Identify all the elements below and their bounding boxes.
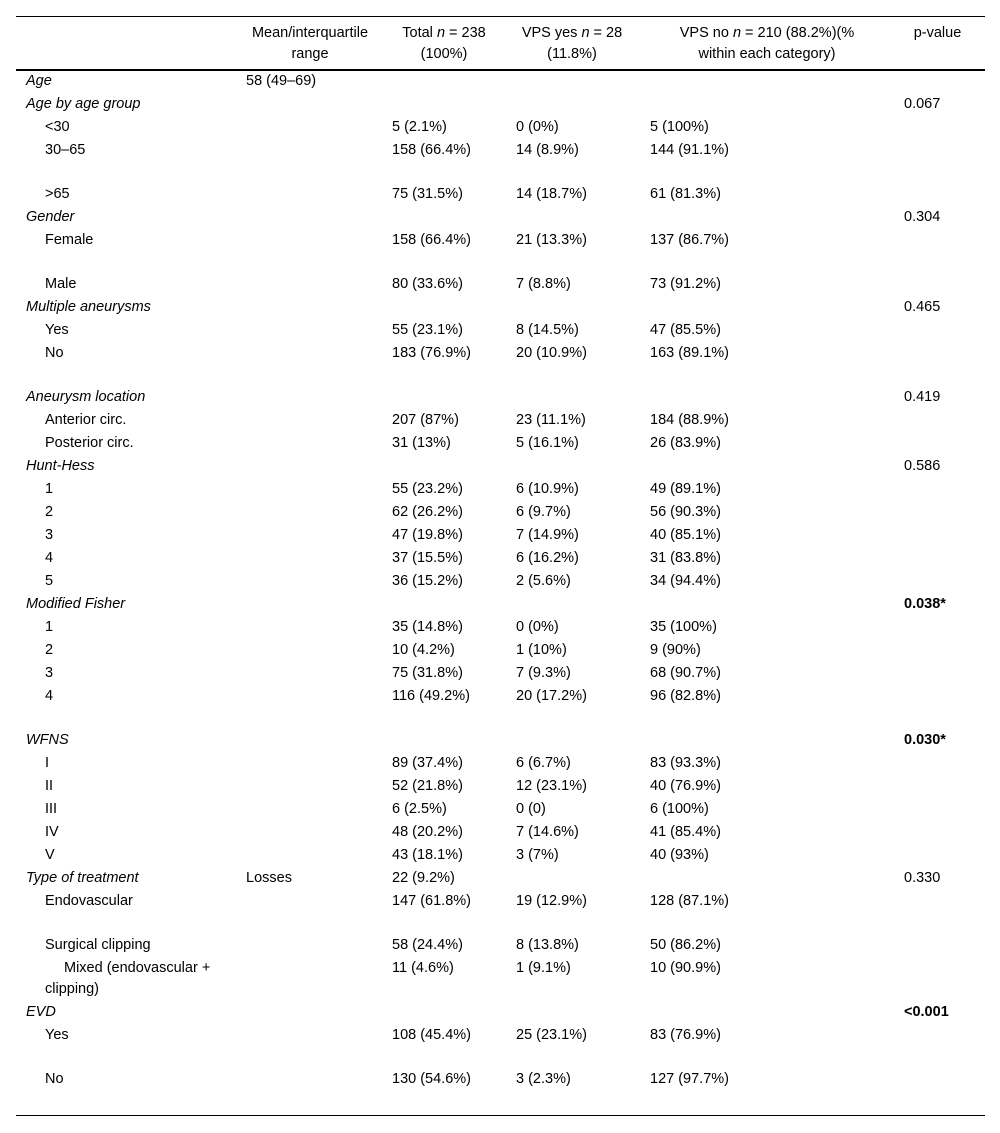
cell-total: 158 (66.4%) — [392, 141, 471, 158]
table-row — [16, 320, 985, 343]
cell-vps-no: 50 (86.2%) — [650, 936, 721, 953]
cell-mean-iqr — [236, 502, 384, 525]
cell-vps-no — [640, 456, 890, 479]
table-row — [16, 117, 985, 140]
cell-mean-iqr — [236, 753, 384, 776]
cell-vps-no: 31 (83.8%) — [650, 549, 721, 566]
row-label: Endovascular — [45, 892, 133, 909]
cell-p-value — [890, 822, 985, 845]
row-label: Anterior circ. — [45, 411, 127, 428]
cell-vps-yes — [504, 94, 640, 117]
cell-total: 116 (49.2%) — [392, 687, 470, 704]
cell-vps-no: 144 (91.1%) — [650, 141, 729, 158]
header-vps-yes-post: = 28 (11.8%) — [547, 25, 623, 62]
cell-total: 183 (76.9%) — [392, 344, 471, 361]
cell-total: 22 (9.2%) — [392, 869, 455, 886]
row-label: 2 — [45, 503, 54, 520]
header-label — [16, 17, 236, 70]
row-label: 5 — [45, 572, 54, 589]
row-label: 3 — [45, 526, 54, 543]
cell-vps-no: 49 (89.1%) — [650, 480, 721, 497]
cell-vps-yes — [504, 1002, 640, 1025]
cell-p-value — [890, 776, 985, 799]
table-row — [16, 935, 985, 958]
category-row — [16, 1002, 985, 1025]
cell-vps-no: 61 (81.3%) — [650, 185, 721, 202]
row-label: Age by age group — [26, 95, 141, 112]
cell-mean-iqr — [236, 958, 384, 1002]
cell-mean-iqr — [236, 822, 384, 845]
cell-vps-yes: 23 (11.1%) — [516, 411, 586, 428]
cell-mean-iqr — [236, 433, 384, 456]
category-row — [16, 387, 985, 410]
cell-p-value: 0.030* — [904, 731, 946, 748]
cell-total — [384, 594, 504, 617]
cell-total — [384, 297, 504, 320]
cell-p-value — [890, 845, 985, 868]
cell-mean-iqr — [236, 343, 384, 387]
cell-total: 80 (33.6%) — [392, 275, 463, 292]
cell-vps-no: 34 (94.4%) — [650, 572, 721, 589]
cell-p-value — [890, 958, 985, 1002]
cell-vps-no — [640, 730, 890, 753]
cell-total — [384, 387, 504, 410]
row-label: Aneurysm location — [26, 388, 146, 405]
cell-vps-yes: 3 (2.3%) — [504, 1069, 640, 1116]
cell-mean-iqr — [236, 456, 384, 479]
cell-total: 5 (2.1%) — [392, 118, 447, 135]
cell-p-value — [890, 433, 985, 456]
table-row — [16, 410, 985, 433]
cell-p-value — [890, 140, 985, 184]
cell-vps-yes: 25 (23.1%) — [516, 1026, 587, 1043]
cell-vps-yes: 7 (8.8%) — [516, 275, 571, 292]
cell-vps-yes: 19 (12.9%) — [516, 892, 587, 909]
cell-vps-yes: 3 (7%) — [516, 846, 559, 863]
cell-vps-no: 40 (85.1%) — [650, 526, 721, 543]
table-row — [16, 343, 985, 387]
table-row — [16, 686, 985, 730]
cell-vps-yes: 14 (18.7%) — [516, 185, 587, 202]
table-row — [16, 845, 985, 868]
cell-vps-yes — [504, 868, 640, 891]
cell-mean-iqr — [236, 297, 384, 320]
cell-mean-iqr — [236, 230, 384, 274]
cell-p-value — [890, 1025, 985, 1069]
cell-vps-no: 83 (93.3%) — [650, 754, 721, 771]
cell-p-value: 0.067 — [904, 95, 941, 112]
cell-total — [384, 207, 504, 230]
row-label: 1 — [45, 480, 54, 497]
table-row — [16, 548, 985, 571]
table-row — [16, 1025, 985, 1069]
table-row — [16, 617, 985, 640]
row-label: No — [16, 1069, 236, 1116]
cell-vps-no: 68 (90.7%) — [650, 664, 721, 681]
cell-mean-iqr — [236, 1002, 384, 1025]
header-vps-no — [640, 17, 890, 70]
cell-p-value — [890, 410, 985, 433]
cell-total: 55 (23.2%) — [392, 480, 463, 497]
cell-mean-iqr — [236, 117, 384, 140]
cell-total: 6 (2.5%) — [392, 800, 447, 817]
cell-p-value — [890, 343, 985, 387]
table-row — [16, 891, 985, 935]
category-row — [16, 297, 985, 320]
table-row — [16, 776, 985, 799]
cell-mean-iqr — [236, 935, 384, 958]
table-row — [16, 502, 985, 525]
cell-mean-iqr — [236, 730, 384, 753]
cell-p-value — [890, 117, 985, 140]
table-row — [16, 433, 985, 456]
cell-mean-iqr — [236, 140, 384, 184]
cell-vps-yes: 6 (6.7%) — [516, 754, 571, 771]
cell-p-value: 0.586 — [904, 457, 941, 474]
cell-p-value — [890, 935, 985, 958]
cell-mean-iqr — [236, 891, 384, 935]
cell-vps-yes — [504, 387, 640, 410]
header-total — [384, 17, 504, 70]
cell-p-value: 0.038* — [904, 595, 946, 612]
cell-p-value — [890, 617, 985, 640]
cell-vps-yes: 6 (9.7%) — [516, 503, 571, 520]
row-label: Surgical clipping — [45, 936, 151, 953]
cell-mean-iqr — [236, 776, 384, 799]
cell-vps-yes: 8 (14.5%) — [516, 321, 579, 338]
cell-p-value: 0.304 — [904, 208, 941, 225]
cell-mean-iqr — [236, 184, 384, 207]
cell-p-value: 0.419 — [904, 388, 941, 405]
cell-total: 130 (54.6%) — [384, 1069, 504, 1116]
cell-vps-no — [640, 207, 890, 230]
cell-mean-iqr — [236, 799, 384, 822]
row-label: 4 — [45, 549, 54, 566]
cell-mean-iqr — [236, 525, 384, 548]
cell-total: 158 (66.4%) — [392, 231, 471, 248]
cell-vps-no: 35 (100%) — [650, 618, 717, 635]
category-row — [16, 868, 985, 891]
cell-vps-yes — [504, 207, 640, 230]
cell-p-value: 0.330 — [904, 869, 941, 886]
cell-vps-yes: 0 (0) — [516, 800, 546, 817]
cell-vps-no — [640, 297, 890, 320]
data-table — [16, 16, 985, 1116]
cell-p-value — [890, 502, 985, 525]
header-vps-no-post: = 210 (88.2%)(% within each category) — [698, 25, 855, 62]
cell-mean-iqr — [236, 571, 384, 594]
cell-total: 31 (13%) — [392, 434, 451, 451]
cell-vps-yes: 0 (0%) — [516, 618, 559, 635]
cell-p-value — [890, 230, 985, 274]
cell-vps-yes: 5 (16.1%) — [516, 434, 579, 451]
row-label: Multiple aneurysms — [26, 298, 151, 315]
row-label: IV — [45, 823, 59, 840]
cell-vps-no — [640, 594, 890, 617]
cell-vps-no: 26 (83.9%) — [650, 434, 721, 451]
table-row — [16, 274, 985, 297]
cell-total: 147 (61.8%) — [392, 892, 471, 909]
data-table-container — [16, 16, 985, 1116]
cell-total: 10 (4.2%) — [392, 641, 455, 658]
cell-total — [384, 94, 504, 117]
cell-total: 62 (26.2%) — [392, 503, 463, 520]
cell-vps-no: 184 (88.9%) — [650, 411, 729, 428]
cell-total: 35 (14.8%) — [392, 618, 463, 635]
cell-vps-no: 41 (85.4%) — [650, 823, 721, 840]
cell-mean-iqr — [236, 410, 384, 433]
row-label: Yes — [45, 321, 69, 338]
cell-vps-no — [640, 868, 890, 891]
table-row — [16, 230, 985, 274]
table-body — [16, 70, 985, 1116]
table-row — [16, 958, 985, 1002]
table-row — [16, 571, 985, 594]
cell-vps-no — [640, 94, 890, 117]
cell-vps-no — [640, 387, 890, 410]
cell-p-value — [890, 70, 985, 94]
cell-total: 55 (23.1%) — [392, 321, 463, 338]
cell-vps-no: 10 (90.9%) — [650, 959, 721, 976]
header-total-post: = 238 (100%) — [420, 25, 486, 62]
cell-p-value — [890, 640, 985, 663]
cell-p-value — [890, 548, 985, 571]
cell-vps-yes: 6 (16.2%) — [516, 549, 579, 566]
row-label: 3 — [45, 664, 54, 681]
cell-vps-no: 83 (76.9%) — [650, 1026, 721, 1043]
cell-total — [384, 1002, 504, 1025]
header-vps-yes — [504, 17, 640, 70]
cell-total — [384, 730, 504, 753]
cell-vps-yes: 0 (0%) — [516, 118, 559, 135]
cell-p-value — [890, 663, 985, 686]
cell-mean-iqr — [236, 1025, 384, 1069]
cell-total: 11 (4.6%) — [392, 959, 454, 976]
header-vps-no-n: n — [732, 25, 742, 41]
cell-p-value — [890, 274, 985, 297]
row-label: 4 — [45, 687, 54, 704]
cell-p-value — [890, 525, 985, 548]
row-label: <30 — [45, 118, 70, 135]
cell-vps-yes: 1 (10%) — [516, 641, 567, 658]
cell-total: 75 (31.8%) — [392, 664, 463, 681]
cell-vps-no: 127 (97.7%) — [640, 1069, 890, 1116]
row-label: I — [45, 754, 50, 771]
row-label: Mixed (endovascular + clipping) — [45, 959, 211, 997]
cell-p-value — [890, 686, 985, 730]
cell-vps-no: 96 (82.8%) — [650, 687, 721, 704]
row-label: Male — [45, 275, 77, 292]
cell-total: 108 (45.4%) — [392, 1026, 471, 1043]
row-label: Modified Fisher — [26, 595, 126, 612]
header-total-n: n — [436, 25, 446, 41]
cell-vps-no: 6 (100%) — [650, 800, 709, 817]
cell-vps-yes: 20 (17.2%) — [516, 687, 587, 704]
row-label: 2 — [45, 641, 54, 658]
cell-mean-iqr: 58 (49–69) — [246, 72, 317, 89]
table-row — [16, 184, 985, 207]
cell-vps-yes: 14 (8.9%) — [516, 141, 579, 158]
cell-vps-no — [640, 70, 890, 94]
cell-vps-yes: 1 (9.1%) — [516, 959, 571, 976]
cell-mean-iqr — [236, 617, 384, 640]
row-label: No — [45, 344, 64, 361]
table-row — [16, 799, 985, 822]
cell-mean-iqr — [236, 845, 384, 868]
header-vps-yes-pre: VPS yes — [521, 25, 582, 41]
table-row — [16, 479, 985, 502]
cell-vps-no: 9 (90%) — [650, 641, 701, 658]
cell-total: 47 (19.8%) — [392, 526, 463, 543]
category-row — [16, 207, 985, 230]
row-label: Female — [45, 231, 94, 248]
cell-mean-iqr — [236, 320, 384, 343]
cell-mean-iqr — [236, 663, 384, 686]
cell-vps-yes: 2 (5.6%) — [516, 572, 571, 589]
cell-vps-yes: 21 (13.3%) — [516, 231, 587, 248]
category-row — [16, 730, 985, 753]
category-row — [16, 594, 985, 617]
cell-vps-yes — [504, 456, 640, 479]
cell-mean-iqr — [236, 94, 384, 117]
cell-total — [384, 70, 504, 94]
category-row — [16, 70, 985, 94]
row-label: V — [45, 846, 55, 863]
cell-p-value — [890, 320, 985, 343]
table-row — [16, 822, 985, 845]
header-p-value: p-value — [890, 17, 985, 70]
cell-vps-yes — [504, 70, 640, 94]
cell-total: 37 (15.5%) — [392, 549, 463, 566]
cell-total: 36 (15.2%) — [392, 572, 463, 589]
row-label: Age — [26, 72, 52, 89]
cell-total: 43 (18.1%) — [392, 846, 463, 863]
cell-p-value — [890, 1069, 985, 1116]
cell-p-value — [890, 891, 985, 935]
cell-total: 58 (24.4%) — [392, 936, 463, 953]
cell-mean-iqr — [236, 387, 384, 410]
cell-vps-no: 47 (85.5%) — [650, 321, 721, 338]
cell-p-value — [890, 184, 985, 207]
category-row — [16, 94, 985, 117]
header-vps-yes-n: n — [581, 25, 590, 41]
cell-vps-yes: 8 (13.8%) — [516, 936, 579, 953]
row-label: >65 — [45, 185, 70, 202]
cell-vps-no: 40 (76.9%) — [650, 777, 721, 794]
table-header — [16, 17, 985, 70]
cell-mean-iqr — [236, 640, 384, 663]
cell-vps-no: 137 (86.7%) — [650, 231, 729, 248]
row-label: Hunt-Hess — [26, 457, 95, 474]
cell-vps-yes: 20 (10.9%) — [516, 344, 587, 361]
cell-vps-yes — [504, 594, 640, 617]
cell-mean-iqr — [236, 1069, 384, 1116]
cell-mean-iqr: Losses — [246, 869, 292, 886]
cell-vps-yes: 6 (10.9%) — [516, 480, 579, 497]
cell-mean-iqr — [236, 479, 384, 502]
cell-mean-iqr — [236, 686, 384, 730]
cell-p-value — [890, 799, 985, 822]
category-row — [16, 456, 985, 479]
cell-p-value — [890, 571, 985, 594]
table-row — [16, 525, 985, 548]
row-label: Type of treatment — [26, 869, 139, 886]
cell-total: 89 (37.4%) — [392, 754, 463, 771]
row-label: III — [45, 800, 58, 817]
header-vps-no-pre: VPS no — [679, 25, 733, 41]
table-row — [16, 663, 985, 686]
cell-mean-iqr — [236, 207, 384, 230]
row-label: WFNS — [26, 731, 69, 748]
row-label: 1 — [45, 618, 54, 635]
cell-vps-yes — [504, 297, 640, 320]
row-label: 30–65 — [45, 141, 86, 158]
table-row — [16, 140, 985, 184]
table-row — [16, 640, 985, 663]
cell-total: 52 (21.8%) — [392, 777, 463, 794]
row-label: Gender — [26, 208, 75, 225]
cell-vps-yes: 7 (14.9%) — [516, 526, 579, 543]
cell-vps-no: 128 (87.1%) — [650, 892, 729, 909]
cell-total: 75 (31.5%) — [392, 185, 463, 202]
cell-total: 207 (87%) — [392, 411, 459, 428]
row-label: Yes — [45, 1026, 69, 1043]
table-row — [16, 753, 985, 776]
cell-vps-no: 56 (90.3%) — [650, 503, 721, 520]
cell-p-value — [890, 753, 985, 776]
header-mean-iqr: Mean/interquartile range — [236, 17, 384, 70]
header-total-pre: Total — [402, 25, 437, 41]
cell-p-value: <0.001 — [904, 1003, 949, 1020]
cell-vps-no: 40 (93%) — [650, 846, 709, 863]
cell-total: 48 (20.2%) — [392, 823, 463, 840]
cell-mean-iqr — [236, 274, 384, 297]
cell-vps-no: 5 (100%) — [650, 118, 709, 135]
cell-vps-yes: 7 (9.3%) — [516, 664, 571, 681]
row-label: Posterior circ. — [45, 434, 134, 451]
cell-vps-no: 73 (91.2%) — [650, 275, 721, 292]
cell-p-value — [890, 479, 985, 502]
cell-vps-yes: 7 (14.6%) — [516, 823, 579, 840]
cell-vps-yes: 12 (23.1%) — [516, 777, 587, 794]
cell-mean-iqr — [236, 548, 384, 571]
row-label: EVD — [26, 1003, 56, 1020]
row-label: II — [45, 777, 54, 794]
cell-vps-yes — [504, 730, 640, 753]
cell-vps-no — [640, 1002, 890, 1025]
cell-p-value: 0.465 — [904, 298, 941, 315]
cell-mean-iqr — [236, 594, 384, 617]
header-row — [16, 17, 985, 70]
cell-total — [384, 456, 504, 479]
table-row — [16, 1069, 985, 1116]
cell-vps-no: 163 (89.1%) — [650, 344, 729, 361]
